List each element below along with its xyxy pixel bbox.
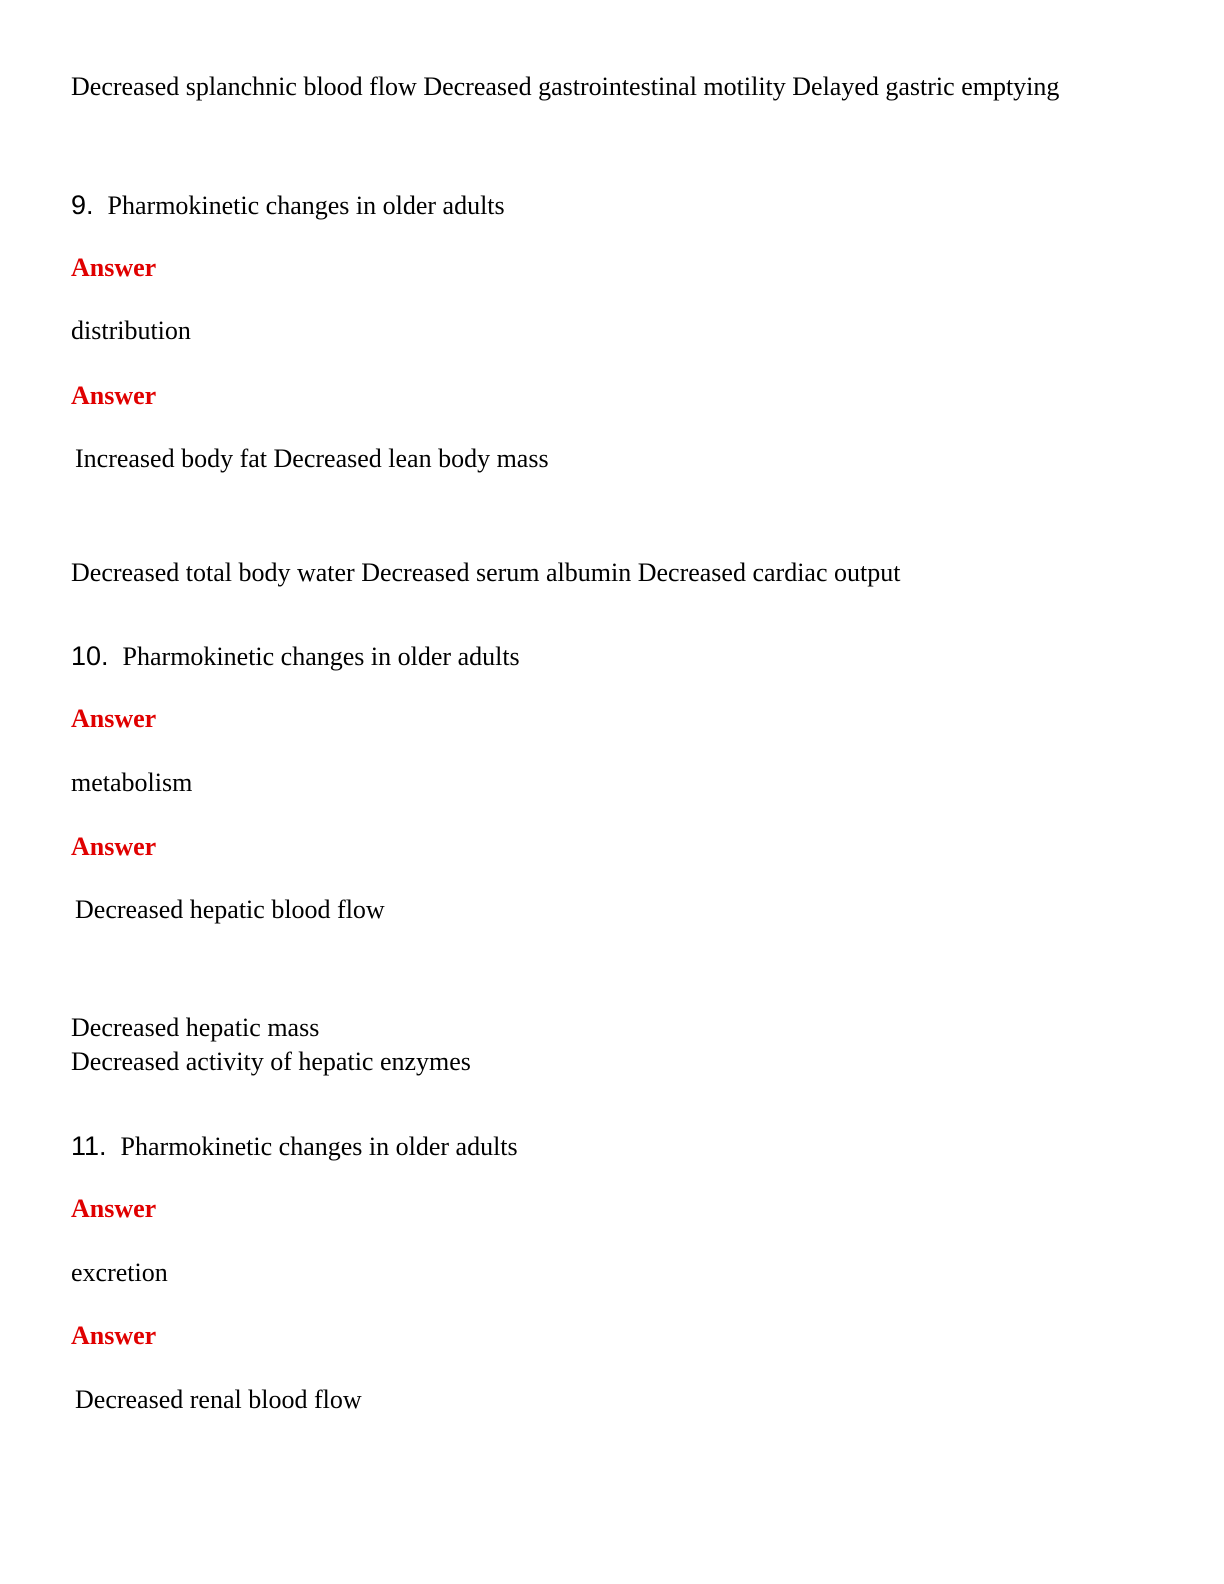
answer-label: Answer	[71, 381, 157, 410]
question-number: 11.	[71, 1131, 107, 1161]
question-number: 10.	[71, 641, 109, 671]
answer-text: excretion	[71, 1258, 168, 1287]
question-title: Pharmokinetic changes in older adults	[120, 1132, 518, 1161]
answer-detail: Decreased hepatic blood flow	[75, 895, 385, 924]
answer-detail: Decreased total body water Decreased serum albumin Decreased cardiac output	[71, 558, 901, 587]
answer-label: Answer	[71, 1321, 157, 1350]
question-11-heading	[71, 1129, 518, 1164]
question-title: Pharmokinetic changes in older adults	[122, 642, 520, 671]
answer-label: Answer	[71, 253, 157, 282]
answer-detail: Decreased activity of hepatic enzymes	[71, 1047, 471, 1076]
question-number: 9.	[71, 190, 94, 220]
question-10-heading	[71, 639, 520, 674]
answer-detail: Decreased renal blood flow	[75, 1385, 362, 1414]
question-9-heading	[71, 188, 505, 223]
intro-text: Decreased splanchnic blood flow Decreased gastrointestinal motility Delayed gastric emptying	[71, 72, 1060, 101]
answer-label: Answer	[71, 832, 157, 861]
answer-detail: Increased body fat Decreased lean body mass	[75, 444, 549, 473]
answer-detail: Decreased hepatic mass	[71, 1013, 320, 1042]
answer-label: Answer	[71, 704, 157, 733]
question-title: Pharmokinetic changes in older adults	[107, 191, 505, 220]
answer-label: Answer	[71, 1194, 157, 1223]
answer-text: metabolism	[71, 768, 193, 797]
answer-text: distribution	[71, 316, 191, 345]
